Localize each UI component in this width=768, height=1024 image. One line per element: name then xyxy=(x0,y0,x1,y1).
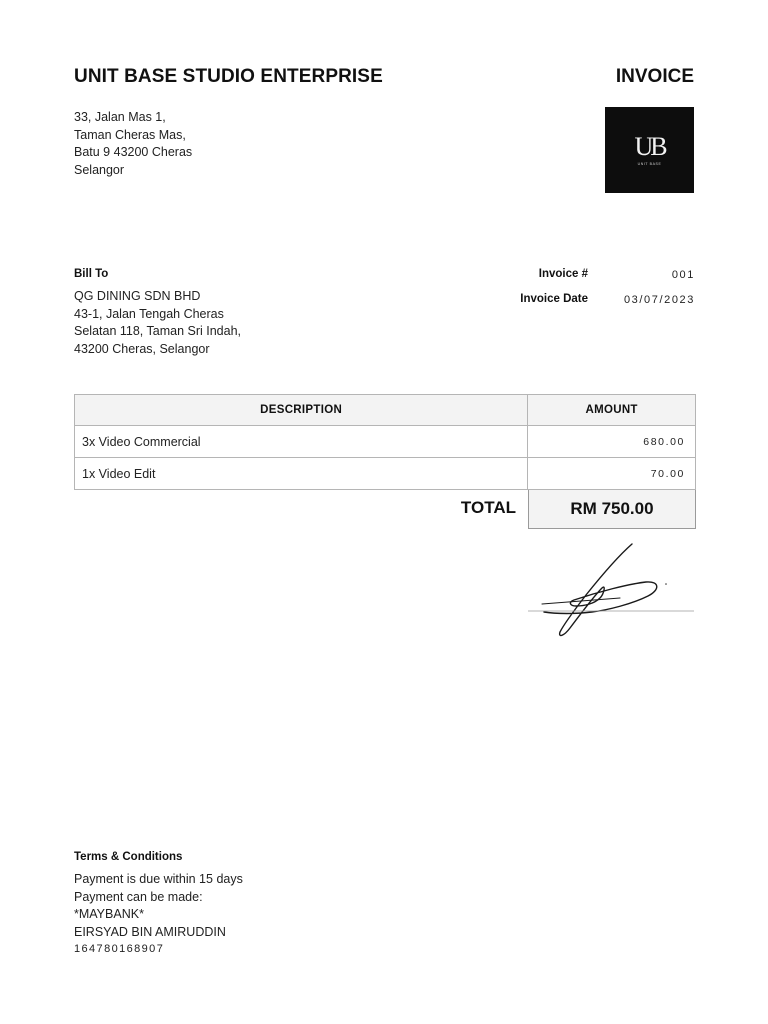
company-name: UNIT BASE STUDIO ENTERPRISE xyxy=(74,66,383,87)
invoice-number-label: Invoice # xyxy=(538,268,588,280)
amount-header: AMOUNT xyxy=(528,395,696,426)
terms-line: Payment is due within 15 days xyxy=(74,872,243,886)
terms-line: *MAYBANK* xyxy=(74,907,144,921)
total-label: TOTAL xyxy=(460,498,516,517)
table-row xyxy=(75,426,696,458)
terms-text xyxy=(74,871,243,959)
invoice-date-value: 03/07/2023 xyxy=(623,294,695,306)
company-address-line: Selangor xyxy=(74,162,125,177)
bill-to-line: 43200 Cheras, Selangor xyxy=(74,341,210,356)
logo-subtext: UNIT BASE xyxy=(637,162,662,166)
item-amount: 70.00 xyxy=(528,458,696,490)
invoice-date-label: Invoice Date xyxy=(520,293,588,305)
bill-to-label: Bill To xyxy=(74,268,109,280)
bill-to-line: QG DINING SDN BHD xyxy=(74,289,201,303)
company-address-line: Batu 9 43200 Cheras xyxy=(74,145,193,159)
company-address xyxy=(74,109,192,179)
item-description: 3x Video Commercial xyxy=(75,426,528,458)
table-row xyxy=(75,458,696,490)
terms-line: Payment can be made: xyxy=(74,889,203,904)
account-number: 164780168907 xyxy=(74,943,165,955)
description-header: DESCRIPTION xyxy=(75,395,528,426)
company-address-line: 33, Jalan Mas 1, xyxy=(74,110,166,124)
item-description: 1x Video Edit xyxy=(75,458,528,490)
terms-title: Terms & Conditions xyxy=(74,851,183,863)
terms-line: EIRSYAD BIN AMIRUDDIN xyxy=(74,924,226,939)
item-amount: 680.00 xyxy=(528,426,696,458)
signature-image xyxy=(528,540,698,640)
bill-to-line: 43-1, Jalan Tengah Cheras xyxy=(74,306,224,321)
logo-mark: UB xyxy=(634,132,665,161)
bill-to-address xyxy=(74,288,241,358)
invoice-number-value: 001 xyxy=(671,269,695,281)
items-table xyxy=(74,394,696,490)
company-logo xyxy=(605,107,694,193)
document-title: INVOICE xyxy=(615,66,694,87)
total-value: RM 750.00 xyxy=(528,490,696,529)
table-header-row xyxy=(75,395,696,426)
company-address-line: Taman Cheras Mas, xyxy=(74,127,186,142)
bill-to-line: Selatan 118, Taman Sri Indah, xyxy=(74,324,242,338)
